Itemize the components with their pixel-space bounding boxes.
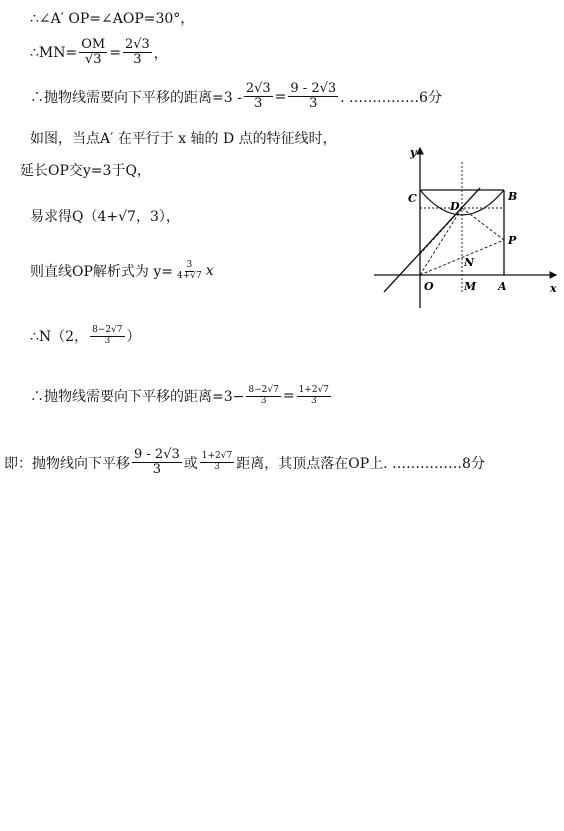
- fraction-9-minus-2root3-over-3: [132, 448, 182, 478]
- fraction-8-minus-2root7-over-3: [90, 326, 124, 347]
- fraction-numerator: 3: [186, 260, 193, 270]
- label-o: O: [424, 280, 434, 293]
- line-10: [4, 448, 485, 478]
- equals-sign: =: [274, 88, 287, 105]
- fraction-denominator: 3: [152, 462, 162, 478]
- fraction-denominator: 4+√7: [177, 270, 202, 281]
- line-7-suffix: x: [205, 263, 214, 280]
- label-a: A: [498, 280, 507, 293]
- fraction-denominator: 3: [104, 335, 111, 346]
- fraction-denominator: √3: [84, 52, 102, 68]
- label-m: M: [464, 280, 477, 293]
- label-y: y: [410, 146, 417, 159]
- label-c: C: [408, 192, 417, 205]
- line-9: [30, 386, 333, 407]
- fraction-om-over-root3: [79, 38, 107, 68]
- fraction-denominator: 3: [254, 96, 263, 112]
- fraction-1-plus-2root7-over-3: [297, 386, 331, 407]
- line-3-suffix: . ……………6分: [340, 89, 442, 106]
- fraction-numerator: 1+2√7: [201, 451, 233, 462]
- equals-sign: =: [109, 44, 121, 61]
- fraction-denominator: 3: [310, 395, 317, 406]
- line-7-prefix: 则直线OP解析式为 y=: [30, 264, 173, 281]
- line-1: ∴∠A′ OP=∠AOP=30°，: [30, 11, 195, 27]
- fraction-numerator: 2√3: [245, 81, 271, 96]
- line-op: [384, 188, 480, 292]
- label-d: D: [450, 200, 460, 213]
- line-8-prefix: ∴N（2，: [30, 329, 89, 346]
- line-5: 延长OP交y=3于Q，: [20, 163, 151, 179]
- dashed-line-dp: [462, 208, 504, 240]
- line-10-mid: 或: [183, 455, 198, 472]
- line-3-prefix: ∴抛物线需要向下平移的距离=3 -: [30, 89, 242, 106]
- fraction-denominator: 3: [260, 395, 267, 406]
- fraction-2root3-over-3: [123, 38, 152, 68]
- fraction-numerator: 2√3: [124, 37, 150, 52]
- geometry-figure: [370, 142, 564, 312]
- fraction-9-minus-2root3-over-3: [288, 82, 338, 112]
- fraction-denominator: 3: [214, 462, 220, 473]
- line-6: 易求得Q（4+√7，3），: [30, 209, 180, 225]
- line-9-prefix: ∴抛物线需要向下平移的距离=3−: [30, 389, 245, 406]
- line-8-suffix: ）: [126, 329, 141, 346]
- line-3: [30, 82, 442, 112]
- equals-sign: =: [282, 388, 295, 405]
- fraction-numerator: 8−2√7: [92, 325, 123, 335]
- line-7: [30, 261, 214, 282]
- fraction-numerator: 8−2√7: [248, 385, 279, 395]
- fraction-denominator: 3: [309, 96, 318, 112]
- fraction-denominator: 3: [133, 52, 142, 68]
- line-10-suffix: 距离，其顶点落在OP上. ……………8分: [236, 455, 485, 472]
- label-b: B: [508, 190, 518, 203]
- fraction-3-over-4-plus-root7: [175, 261, 204, 282]
- line-2-suffix: ，: [153, 45, 168, 62]
- line-2: [30, 38, 168, 68]
- line-10-prefix: 即：抛物线向下平移: [4, 455, 130, 472]
- fraction-numerator: 9 - 2√3: [134, 447, 180, 462]
- label-p: P: [508, 234, 517, 247]
- line-4: 如图，当点A′ 在平行于 x 轴的 D 点的特征线时，: [30, 131, 337, 147]
- line-8: [30, 326, 141, 347]
- fraction-8-minus-2root7-over-3: [246, 386, 280, 407]
- dashed-line-od: [420, 208, 462, 275]
- line-2-prefix: ∴MN=: [30, 44, 78, 61]
- fraction-2root3-over-3: [244, 82, 273, 112]
- fraction-numerator: 1+2√7: [298, 385, 330, 395]
- dashed-line-op: [420, 240, 504, 275]
- fraction-numerator: 9 - 2√3: [290, 81, 337, 96]
- label-n: N: [464, 256, 475, 269]
- fraction-numerator: OM: [81, 37, 106, 52]
- label-x: x: [550, 282, 557, 295]
- fraction-1-plus-2root7-over-3: [200, 452, 234, 473]
